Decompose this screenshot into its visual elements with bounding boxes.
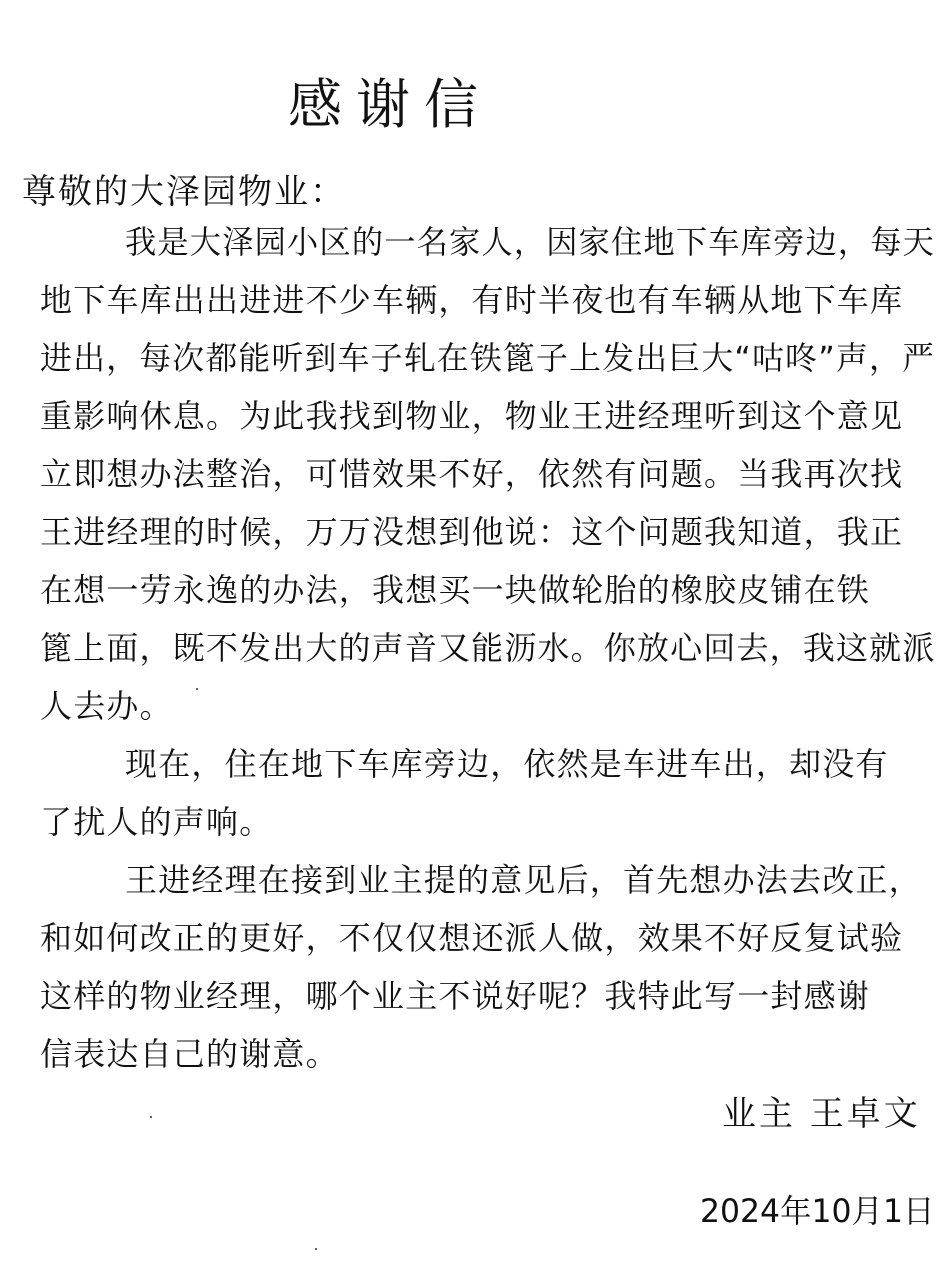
letter-title: 感谢信 xyxy=(288,73,492,136)
letter-line: 和如何改正的更好，不仅仅想还派人做，效果不好反复试验 xyxy=(40,919,904,957)
ink-speck xyxy=(150,1116,152,1118)
letter-line: 王进经理的时候，万万没想到他说：这个问题我知道，我正 xyxy=(40,513,904,551)
letter-line: 立即想办法整治，可惜效果不好，依然有问题。当我再次找 xyxy=(40,455,904,493)
letter-line: 地下车库出出进进不少车辆，有时半夜也有车辆从地下车库 xyxy=(40,281,904,319)
letter-line: 现在，住在地下车库旁边，依然是车进车出，却没有 xyxy=(125,745,889,783)
letter-line: 进出，每次都能听到车子轧在铁篦子上发出巨大“咕咚”声，严 xyxy=(40,339,936,377)
letter-line: 人去办。 xyxy=(40,687,173,725)
letter-line: 篦上面，既不发出大的声音又能沥水。你放心回去，我这就派 xyxy=(40,629,936,667)
letter-date: 2024年10月1日 xyxy=(700,1192,935,1230)
letter-salutation: 尊敬的大泽园物业： xyxy=(22,172,346,212)
letter-signature: 业主 王卓文 xyxy=(722,1094,921,1134)
ink-speck xyxy=(196,688,198,690)
letter-line: 在想一劳永逸的办法，我想买一块做轮胎的橡胶皮铺在铁 xyxy=(40,571,871,609)
letter-line: 这样的物业经理，哪个业主不说好呢？我特此写一封感谢 xyxy=(40,977,871,1015)
ink-speck xyxy=(315,1248,317,1250)
letter-line: 我是大泽园小区的一名家人，因家住地下车库旁边，每天 xyxy=(125,223,936,261)
letter-line: 信表达自己的谢意。 xyxy=(40,1035,339,1073)
letter-line: 重影响休息。为此我找到物业，物业王进经理听到这个意见 xyxy=(40,397,904,435)
letter-line: 王进经理在接到业主提的意见后，首先想办法去改正， xyxy=(125,861,922,899)
letter-line: 了扰人的声响。 xyxy=(40,803,273,841)
